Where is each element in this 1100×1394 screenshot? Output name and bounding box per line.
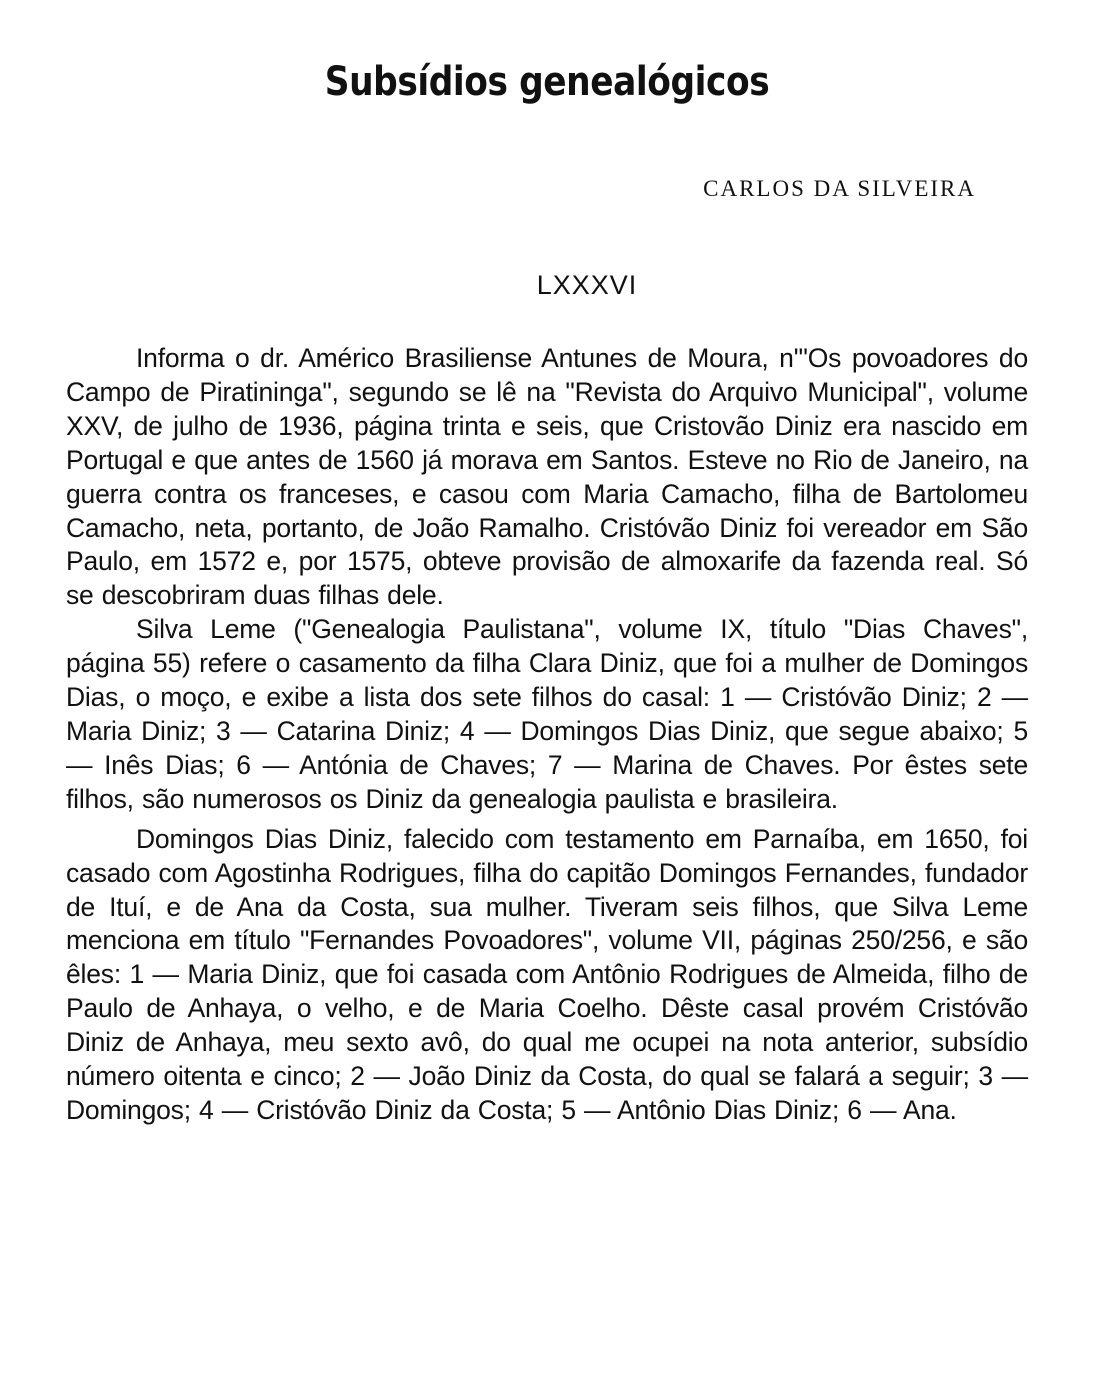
document-title: Subsídios genealógicos bbox=[324, 59, 770, 105]
author-name: CARLOS DA SILVEIRA bbox=[703, 176, 976, 201]
paragraph-1: Informa o dr. Américo Brasiliense Antunes de Moura, n'"Os povoadores do Campo de Piratininga", segundo se lê na "Revista do Arquivo Municipal", volume XXV, de julho de 1936, página trinta e seis, que Cristovão Diniz era nascido em Portugal e que antes de 1560 já morava em Santos. Esteve no Rio de Janeiro, na guerra contra os franceses, e casou com Maria Camacho, filha de Bartolomeu Camacho, neta, portanto, de João Ramalho. Cristóvão Diniz foi vereador em São Paulo, em 1572 e, por 1575, obteve provisão de almoxarife da fazenda real. Só se descobriram duas filhas dele. bbox=[66, 343, 1028, 611]
body-text bbox=[66, 342, 1028, 1128]
section-number: LXXXVI bbox=[536, 270, 638, 300]
document-page bbox=[66, 58, 1028, 1378]
paragraph-3: Domingos Dias Diniz, falecido com testamento em Parnaíba, em 1650, foi casado com Agostinha Rodrigues, filha do capitão Domingos Fernandes, fundador de Ituí, e de Ana da Costa, sua mulher. Tiveram seis filhos, que Silva Leme menciona em título "Fernandes Povoadores", volume VII, páginas 250/256, e são êles: 1 — Maria Diniz, que foi casada com Antônio Rodrigues de Almeida, filho de Paulo de Anhaya, o velho, e de Maria Coelho. Dêste casal provém Cristóvão Diniz de Anhaya, meu sexto avô, do qual me ocupei na nota anterior, subsídio número oitenta e cinco; 2 — João Diniz da Costa, do qual se falará a seguir; 3 — Domingos; 4 — Cristóvão Diniz da Costa; 5 — Antônio Dias Diniz; 6 — Ana. bbox=[66, 823, 1028, 1125]
paragraph-2: Silva Leme ("Genealogia Paulistana", volume IX, título "Dias Chaves", página 55) refere o casamento da filha Clara Diniz, que foi a mulher de Domingos Dias, o moço, e exibe a lista dos sete filhos do casal: 1 — Cristóvão Diniz; 2 — Maria Diniz; 3 — Catarina Diniz; 4 — Domingos Dias Diniz, que segue abaixo; 5 — Inês Dias; 6 — Antónia de Chaves; 7 — Marina de Chaves. Por êstes sete filhos, são numerosos os Diniz da genealogia paulista e brasileira. bbox=[66, 614, 1028, 814]
